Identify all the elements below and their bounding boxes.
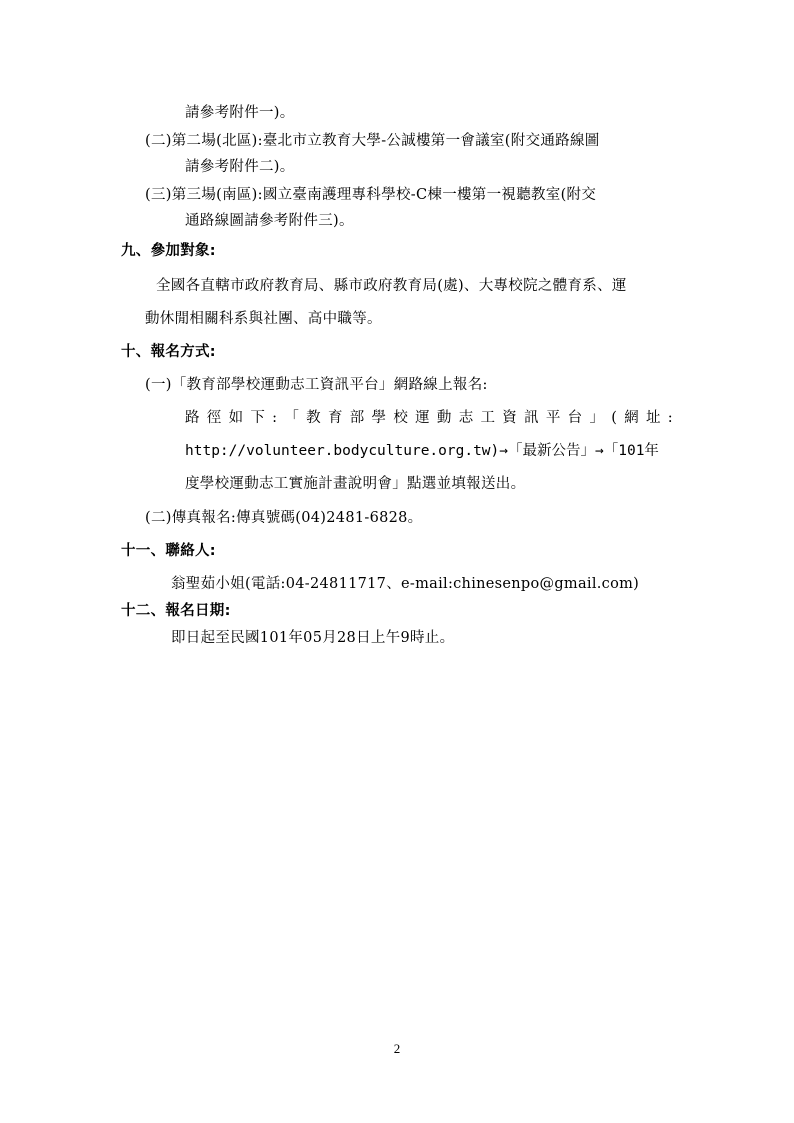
section-11-heading: 十一、聯絡人: bbox=[121, 543, 216, 559]
venue-3-line-1: (三)第三場(南區):國立臺南護理專科學校-C棟一樓第一視聽教室(附交 bbox=[145, 187, 597, 203]
section-12-date: 即日起至民國101年05月28日上午9時止。 bbox=[171, 630, 455, 646]
section-10-path-line-1: 路徑如下:「教育部學校運動志工資訊平台」(網址: bbox=[185, 410, 673, 426]
venue-2-line-1: (二)第二場(北區):臺北市立教育大學-公誠樓第一會議室(附交通路線圖 bbox=[145, 133, 600, 149]
venue-1-continuation: 請參考附件一)。 bbox=[185, 105, 295, 121]
section-9-heading: 九、參加對象: bbox=[121, 243, 216, 259]
section-10-path-line-2: http://volunteer.bodyculture.org.tw)→「最新公告」→「101年 bbox=[185, 443, 659, 459]
venue-2-line-2: 請參考附件二)。 bbox=[185, 159, 295, 175]
section-10-path-line-3: 度學校運動志工實施計畫說明會」點選並填報送出。 bbox=[185, 476, 526, 492]
section-10-heading: 十、報名方式: bbox=[121, 344, 216, 360]
venue-3-line-2: 通路線圖請參考附件三)。 bbox=[185, 213, 354, 229]
page-number: 2 bbox=[393, 1041, 401, 1056]
section-10-item-2: (二)傳真報名:傳真號碼(04)2481-6828。 bbox=[145, 510, 423, 526]
section-12-heading: 十二、報名日期: bbox=[121, 603, 231, 619]
section-9-paragraph-line-2: 動休閒相關科系與社團、高中職等。 bbox=[145, 311, 382, 327]
section-11-contact: 翁聖茹小姐(電話:04-24811717、e-mail:chinesenpo@gmail.com) bbox=[171, 576, 640, 592]
section-9-paragraph-line-1: 全國各直轄市政府教育局、縣市政府教育局(處)、大專校院之體育系、運 bbox=[156, 278, 627, 294]
section-10-item-1: (一)「教育部學校運動志工資訊平台」網路線上報名: bbox=[145, 377, 488, 393]
